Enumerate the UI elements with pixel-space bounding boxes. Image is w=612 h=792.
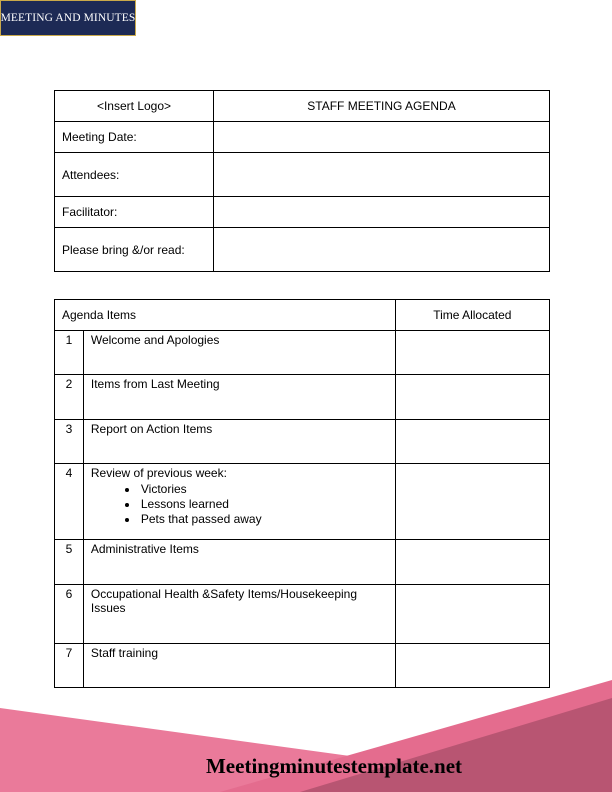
agenda-subitem-list (91, 482, 395, 527)
agenda-time-cell[interactable] (395, 331, 549, 375)
agenda-subitem-pets: • Pets that passed away (139, 512, 395, 527)
agenda-header-row (55, 300, 550, 331)
agenda-item-title: Occupational Health &Safety Items/Housekeeping Issues (83, 585, 395, 644)
agenda-number: 5 (55, 540, 84, 585)
brand-badge (0, 0, 136, 36)
agenda-subitem-victories: • Victories (139, 482, 395, 497)
agenda-time-cell[interactable] (395, 540, 549, 585)
header-table (54, 90, 550, 272)
agenda-row-5 (55, 540, 550, 585)
field-label-attendees: Attendees: (55, 153, 214, 197)
agenda-number: 2 (55, 375, 84, 420)
time-allocated-header: Time Allocated (395, 300, 549, 331)
agenda-time-cell[interactable] (395, 464, 549, 540)
agenda-row-1 (55, 331, 550, 375)
field-label-meeting-date: Meeting Date: (55, 122, 214, 153)
field-label-please-bring: Please bring &/or read: (55, 228, 214, 272)
agenda-number: 4 (55, 464, 84, 540)
agenda-row-6 (55, 585, 550, 644)
agenda-number: 7 (55, 644, 84, 688)
agenda-number: 6 (55, 585, 84, 644)
field-value-please-bring[interactable] (214, 228, 550, 272)
agenda-subitem-lessons: • Lessons learned (139, 497, 395, 512)
agenda-item-title: Staff training (83, 644, 395, 688)
agenda-item-title: Review of previous week: (90, 466, 227, 480)
brand-badge-text: MEETING AND MINUTES (0, 12, 136, 24)
field-label-facilitator: Facilitator: (55, 197, 214, 228)
agenda-number: 3 (55, 420, 84, 464)
field-row-meeting-date (55, 122, 550, 153)
footer-site-name: Meetingminutestemplate.net (205, 754, 463, 778)
agenda-items-header: Agenda Items (55, 300, 396, 331)
agenda-time-cell[interactable] (395, 420, 549, 464)
agenda-item-with-subitems (83, 464, 395, 540)
agenda-table (54, 299, 550, 688)
field-row-please-bring (55, 228, 550, 272)
field-row-facilitator (55, 197, 550, 228)
agenda-item-title: Items from Last Meeting (83, 375, 395, 420)
document-title: STAFF MEETING AGENDA (214, 91, 550, 122)
agenda-item-title: Welcome and Apologies (83, 331, 395, 375)
header-title-row (55, 91, 550, 122)
agenda-item-title: Administrative Items (83, 540, 395, 585)
agenda-time-cell[interactable] (395, 585, 549, 644)
agenda-row-4 (55, 464, 550, 540)
logo-placeholder[interactable]: <Insert Logo> (55, 91, 214, 122)
agenda-time-cell[interactable] (395, 375, 549, 420)
field-value-facilitator[interactable] (214, 197, 550, 228)
field-value-meeting-date[interactable] (214, 122, 550, 153)
agenda-number: 1 (55, 331, 84, 375)
field-row-attendees (55, 153, 550, 197)
agenda-row-3 (55, 420, 550, 464)
agenda-item-title: Report on Action Items (83, 420, 395, 464)
field-value-attendees[interactable] (214, 153, 550, 197)
agenda-row-2 (55, 375, 550, 420)
